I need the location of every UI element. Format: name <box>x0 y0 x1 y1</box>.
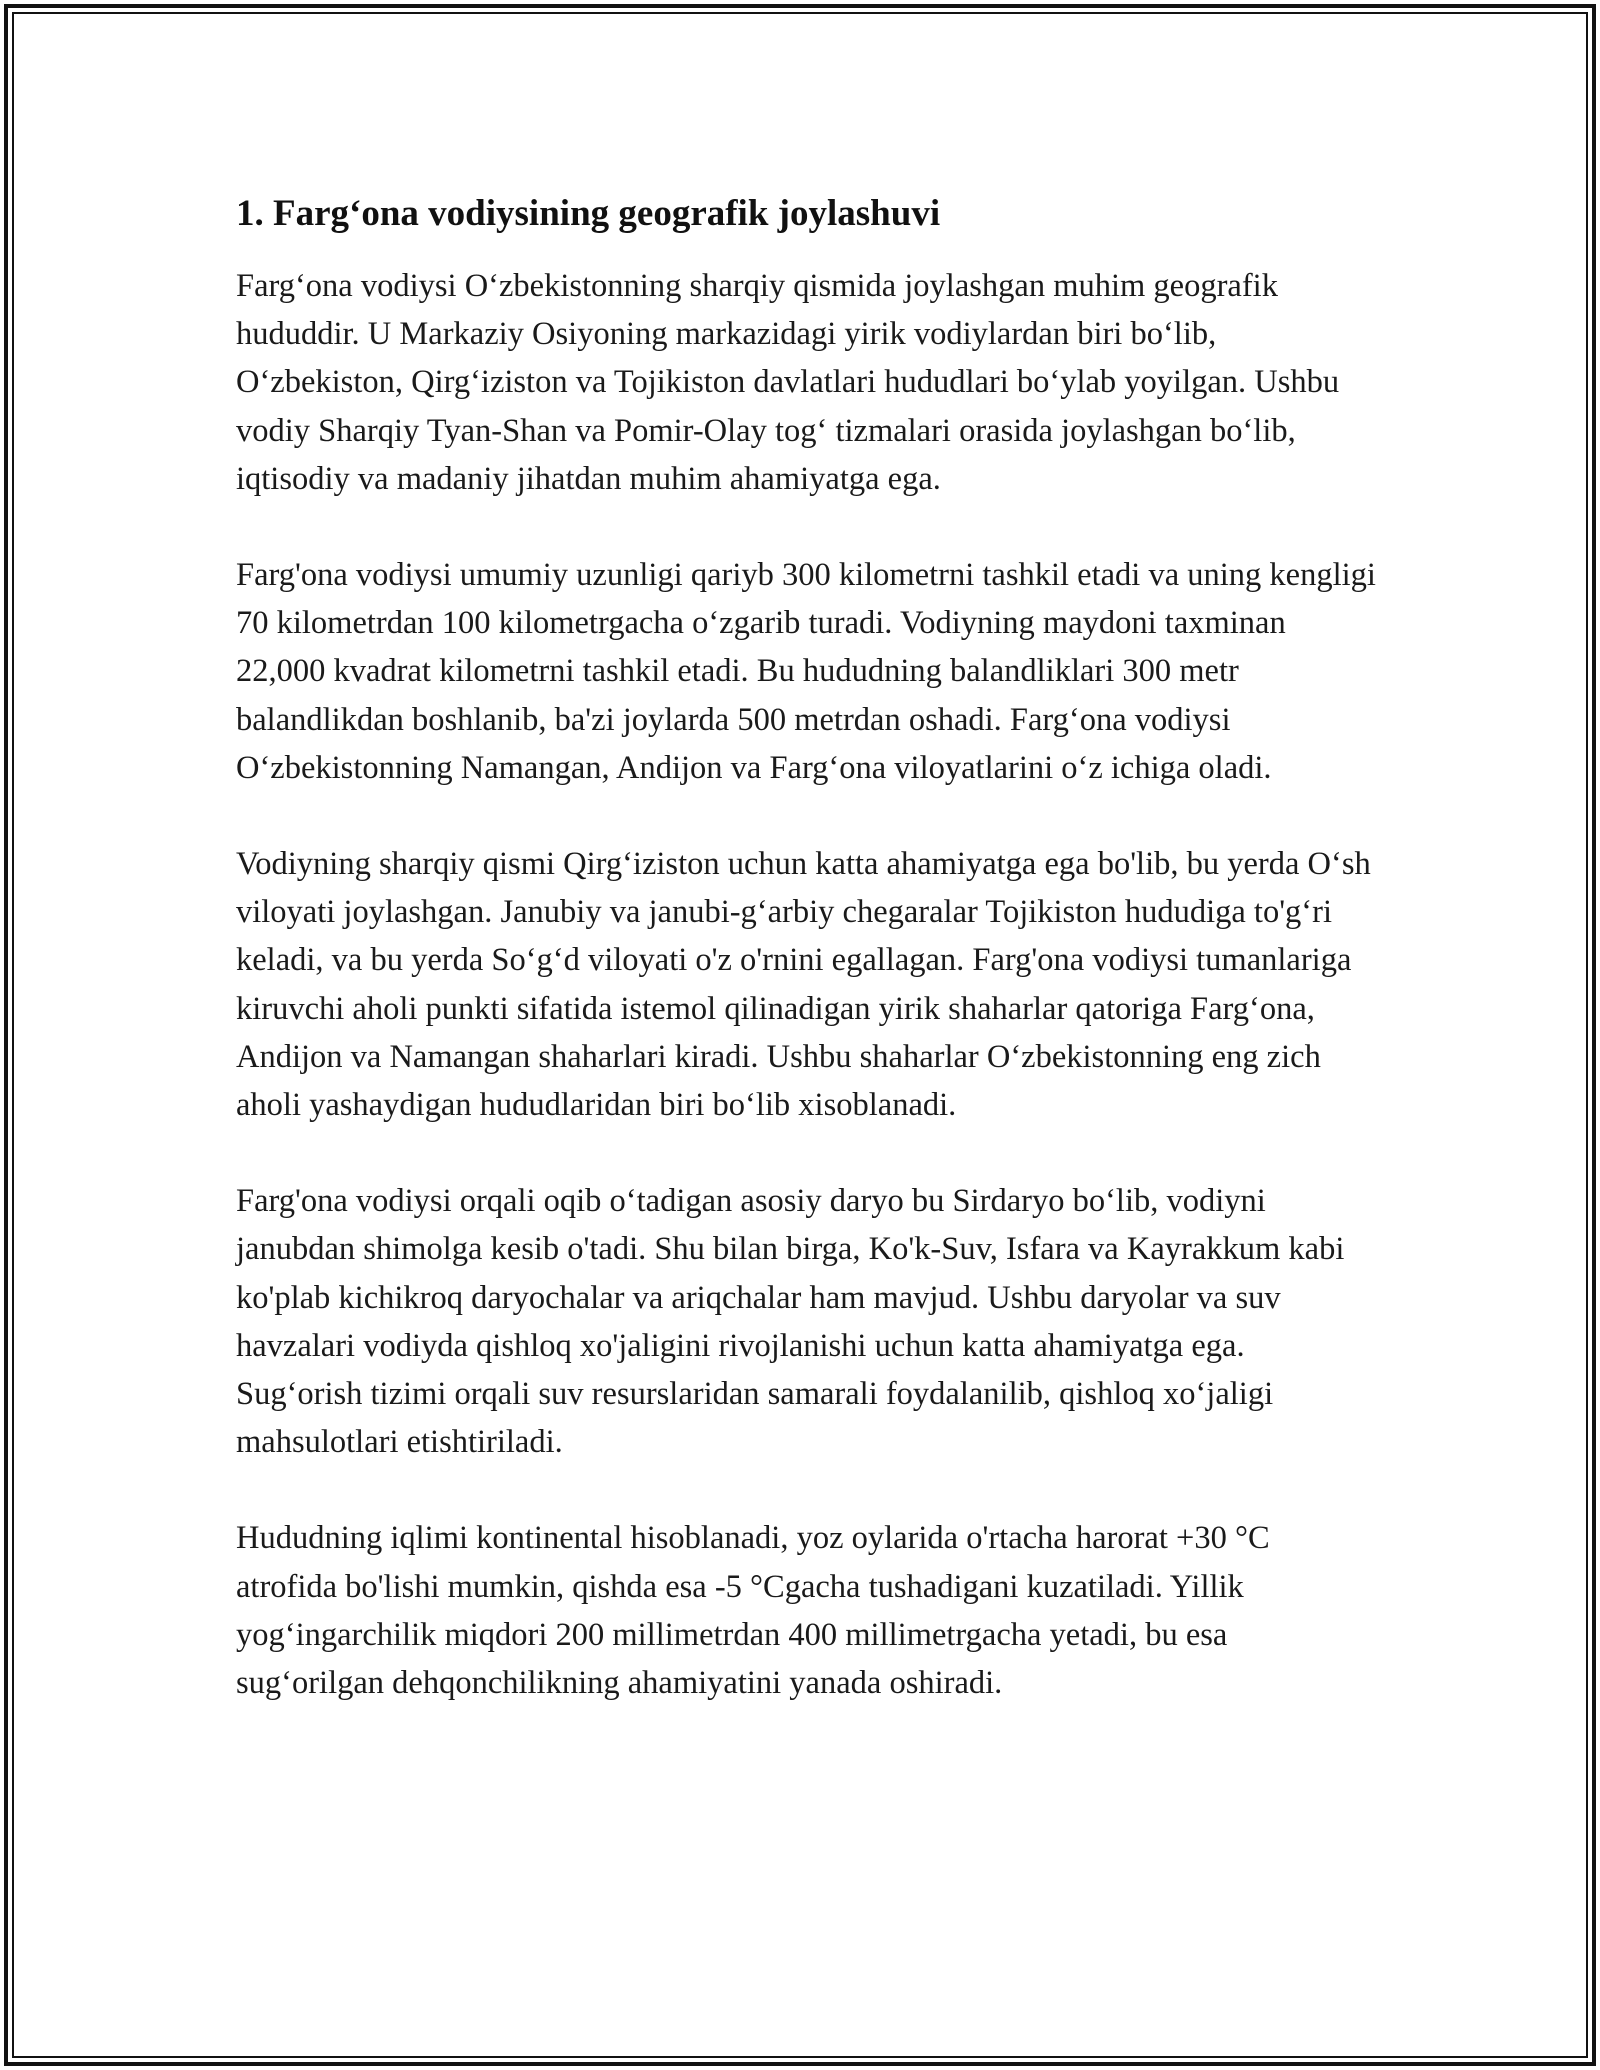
paragraph-location: Farg‘ona vodiysi O‘zbekistonning sharqiy qismida joylashgan muhim geografik hududdir. U Markaziy Osiyoning markazidagi yirik vodiylardan biri bo‘lib, O‘zbekiston, Qirg‘iziston va Tojikiston davlatlari hududlari bo‘ylab yoyilgan. Ushbu vodiy Sharqiy Tyan-Shan va Pomir-Olay tog‘ tizmalari orasida joylashgan bo‘lib, iqtisodiy va madaniy jihatdan muhim ahamiyatga ega. <box>236 268 1340 497</box>
paragraph-rivers: Farg'ona vodiysi orqali oqib o‘tadigan asosiy daryo bu Sirdaryo bo‘lib, vodiyni janubdan shimolga kesib o'tadi. Shu bilan birga, Ko'k-Suv, Isfara va Kayrakkum kabi ko'plab kichikroq daryochalar va ariqchalar ham mavjud. Ushbu daryolar va suv havzalari vodiyda qishloq xo'jaligini rivojlanishi uchun katta ahamiyatga ega. Sug‘orish tizimi orqali suv resurslaridan samarali foydalanilib, qishloq xo‘jaligi mahsulotlari etishtiriladi. <box>236 1183 1345 1461</box>
paragraph-dimensions: Farg'ona vodiysi umumiy uzunligi qariyb 300 kilometrni tashkil etadi va uning kengligi 70 kilometrdan 100 kilometrgacha o‘zgarib turadi. Vodiyning maydoni taxminan 22,000 kvadrat kilometrni tashkil etadi. Bu hududning balandliklari 300 metr balandlikdan boshlanib, ba'zi joylarda 500 metrdan oshadi. Farg‘ona vodiysi O‘zbekistonning Namangan, Andijon va Farg‘ona viloyatlarini o‘z ichiga oladi. <box>236 557 1376 786</box>
paragraph-borders-cities: Vodiyning sharqiy qismi Qirg‘iziston uchun katta ahamiyatga ega bo'lib, bu yerda O‘sh viloyati joylashgan. Janubiy va janubi-g‘arbiy chegaralar Tojikiston hududiga to'g‘ri keladi, va bu yerda So‘g‘d viloyati o'z o'rnini egallagan. Farg'ona vodiysi tumanlariga kiruvchi aholi punkti sifatida istemol qilinadigan yirik shaharlar qatoriga Farg‘ona, Andijon va Namangan shaharlari kiradi. Ushbu shaharlar O‘zbekistonning eng zich aholi yashaydigan hududlaridan biri bo‘lib xisoblanadi. <box>236 846 1371 1124</box>
document-body <box>236 186 1376 1755</box>
paragraph-climate: Hududning iqlimi kontinental hisoblanadi, yoz oylarida o'rtacha harorat +30 °C atrofida bo'lishi mumkin, qishda esa -5 °Cgacha tushadigani kuzatiladi. Yillik yog‘ingarchilik miqdori 200 millimetrdan 400 millimetrgacha yetadi, bu esa sug‘orilgan dehqonchilikning ahamiyatini yanada oshiradi. <box>236 1520 1270 1702</box>
section-heading: 1. Farg‘ona vodiysining geografik joylashuvi <box>236 193 941 234</box>
